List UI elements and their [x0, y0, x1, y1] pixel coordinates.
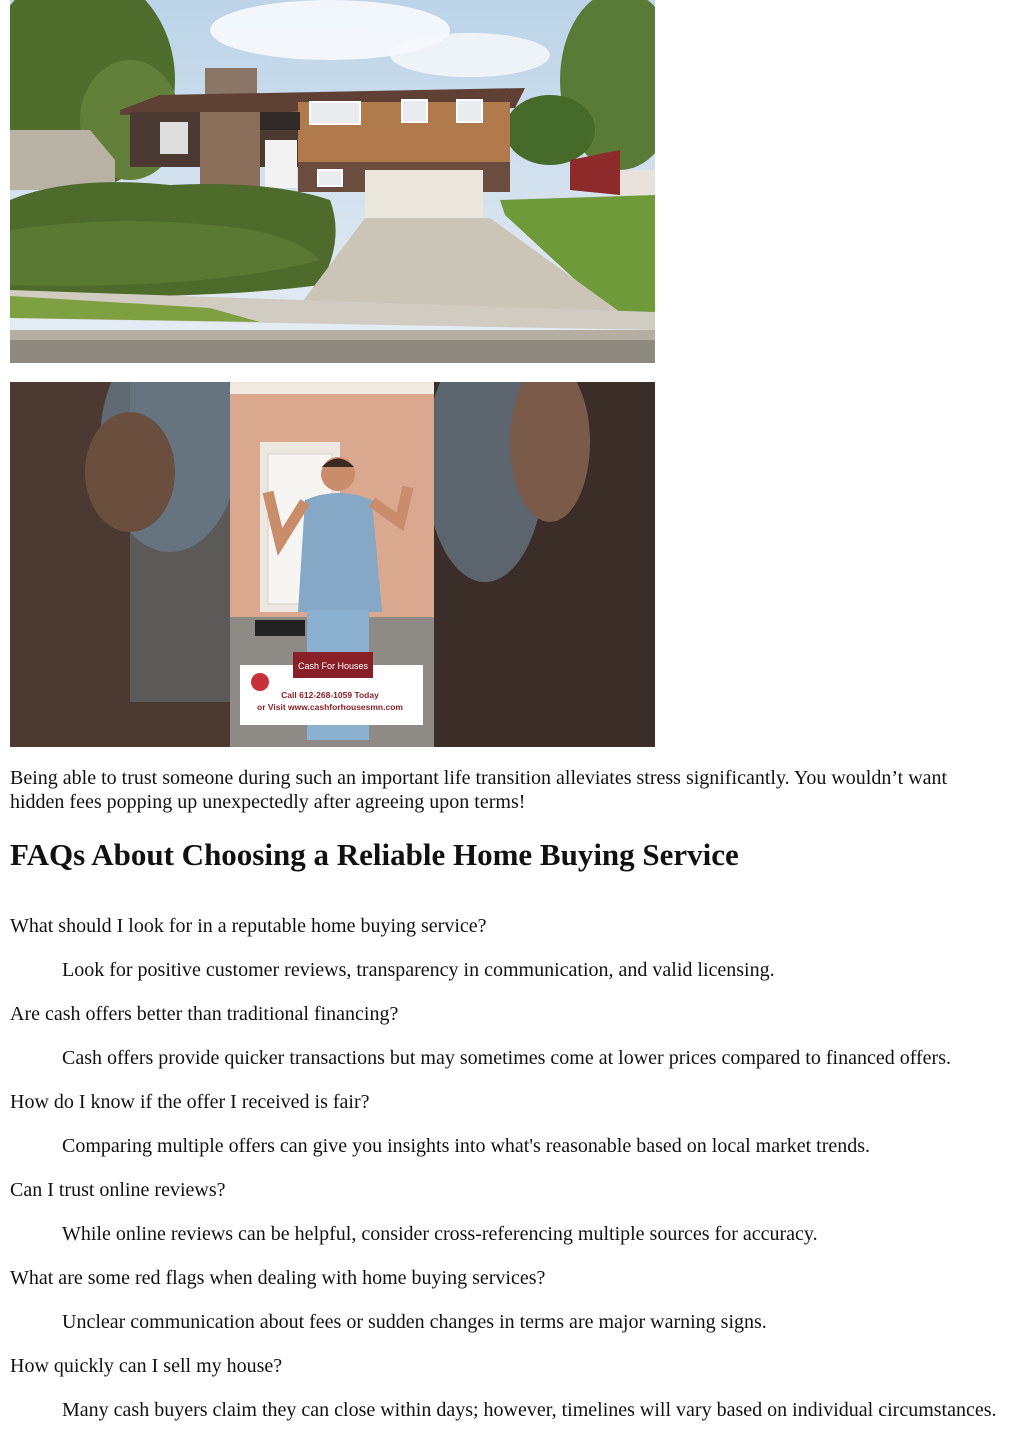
faq-question: How quickly can I sell my house? — [10, 1355, 283, 1377]
overlay-call-line: Call 612-268-1059 Today — [281, 690, 379, 700]
faq-answer: While online reviews can be helpful, consider cross-referencing multiple sources for accuracy. — [62, 1223, 818, 1245]
faq-question: How do I know if the offer I received is fair? — [10, 1091, 370, 1113]
faq-question: What are some red flags when dealing with home buying services? — [10, 1267, 546, 1289]
intro-paragraph: Being able to trust someone during such an important life transition alleviates stress significantly. You wouldn’t want hidden fees popping up unexpectedly after agreeing upon terms! — [10, 767, 948, 813]
faq-answer: Many cash buyers claim they can close within days; however, timelines will vary based on individual circumstances. — [62, 1399, 997, 1421]
faq-question: Can I trust online reviews? — [10, 1179, 226, 1201]
faq-answer: Look for positive customer reviews, transparency in communication, and valid licensing. — [62, 959, 775, 981]
video-frame[interactable] — [10, 382, 655, 747]
faq-list — [10, 914, 1000, 1442]
faq-question: What should I look for in a reputable home buying service? — [10, 915, 487, 937]
faq-heading: FAQs About Choosing a Reliable Home Buying Service — [10, 837, 739, 872]
faq-answer: Cash offers provide quicker transactions but may sometimes come at lower prices compared to financed offers. — [62, 1047, 951, 1069]
faq-answer: Unclear communication about fees or sudden changes in terms are major warning signs. — [62, 1311, 767, 1333]
faq-question: Are cash offers better than traditional financing? — [10, 1003, 399, 1025]
faq-answer: Comparing multiple offers can give you insights into what's reasonable based on local market trends. — [62, 1135, 871, 1157]
overlay-tag: Cash For Houses — [297, 661, 369, 671]
overlay-visit-line: or Visit www.cashforhousesmn.com — [257, 702, 403, 712]
house-photo — [10, 0, 655, 363]
